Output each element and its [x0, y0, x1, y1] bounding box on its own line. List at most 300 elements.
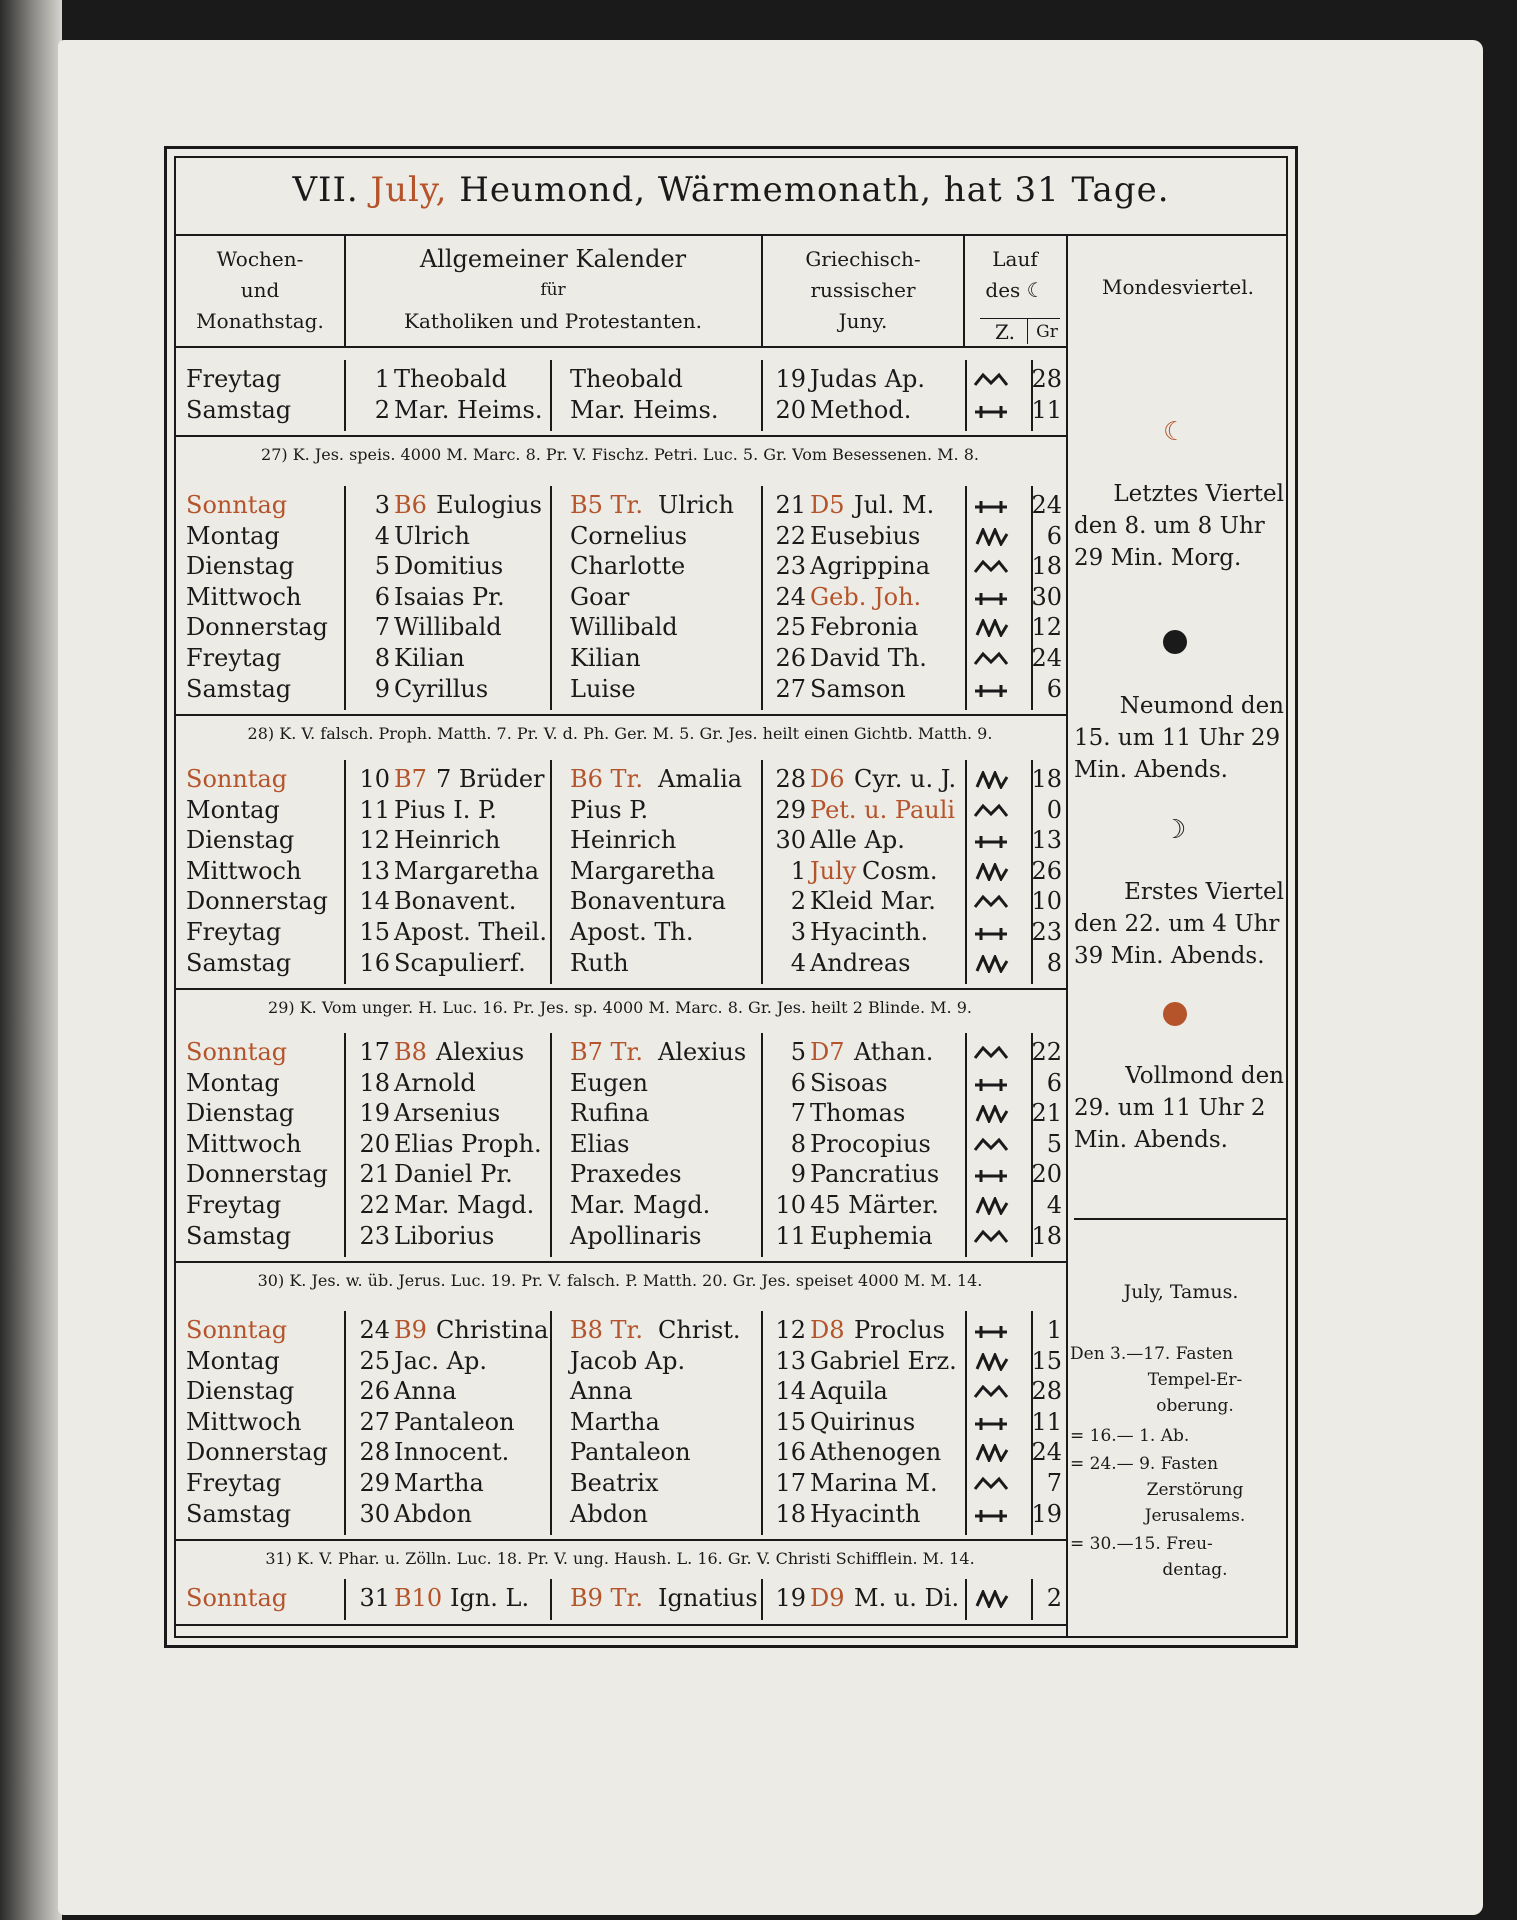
moon-phase-line: Vollmond den [1125, 1063, 1284, 1089]
gospel-note: 31) K. V. Phar. u. Zölln. Luc. 18. Pr. V. ung. Haush. L. 16. Gr. V. Christi Schifflein. M. 14. [265, 1549, 975, 1569]
protestant-saint: Willibald [570, 613, 678, 642]
day-number: 15 [359, 918, 390, 946]
zodiac-sign-icon [973, 1475, 1009, 1493]
zodiac-sign-icon [973, 1197, 1009, 1215]
zodiac-sign-icon [973, 802, 1009, 820]
day-number: 18 [359, 1068, 390, 1097]
moon-phase-icon [1163, 1002, 1187, 1026]
day-number: 4 [374, 521, 390, 550]
protestant-mark: B6 Tr. [570, 765, 644, 793]
greek-day: 2 [790, 887, 806, 916]
protestant-saint: Anna [570, 1377, 633, 1406]
day-number: 24 [359, 1316, 390, 1344]
day-number: 30 [359, 1499, 390, 1528]
catholic-saint: Arnold [394, 1068, 476, 1097]
catholic-saint: Heinrich [394, 826, 501, 855]
greek-day: 5 [790, 1038, 806, 1066]
protestant-saint: Pantaleon [570, 1438, 691, 1467]
title-prefix: VII. [292, 170, 359, 210]
jewish-line: Tempel-Er- [1147, 1370, 1243, 1390]
greek-day: 10 [775, 1191, 806, 1219]
greek-saint: Hyacinth. [810, 918, 929, 946]
weekday-name: Mittwoch [186, 856, 302, 885]
table-row [0, 395, 1062, 424]
day-number: 23 [359, 1221, 390, 1250]
jewish-line: dentag. [1162, 1560, 1228, 1580]
greek-day: 14 [775, 1377, 806, 1406]
day-number: 5 [374, 552, 390, 581]
weekday-name: Donnerstag [186, 1160, 328, 1189]
greek-saint: Andreas [810, 948, 911, 977]
protestant-saint: Alexius [658, 1038, 747, 1066]
greek-saint: Athenogen [810, 1438, 942, 1467]
catholic-saint: Ign. L. [450, 1584, 530, 1612]
header-bottom-rule [174, 346, 1068, 348]
zodiac-sign-icon [973, 1353, 1009, 1371]
greek-mark: D5 [810, 491, 845, 519]
moon-phase-line: Neumond den [1119, 693, 1284, 719]
column-rule [550, 760, 552, 984]
catholic-saint: Scapulierf. [394, 948, 526, 977]
greek-saint: Hyacinth [810, 1499, 921, 1528]
weekday-name: Donnerstag [186, 887, 328, 916]
zodiac-sign-icon [973, 924, 1009, 942]
protestant-saint: Mar. Magd. [570, 1191, 711, 1219]
table-row [0, 1190, 1062, 1219]
protestant-mark: B5 Tr. [570, 491, 644, 519]
day-number: 21 [359, 1160, 390, 1189]
weekday-name: Sonntag [186, 491, 288, 519]
column-rule [344, 360, 346, 431]
column-rule [550, 1579, 552, 1620]
lauf-divider [1027, 318, 1028, 344]
catholic-saint: Elias Proph. [394, 1129, 542, 1158]
moon-phase-line: 29. um 11 Uhr 2 [1074, 1095, 1266, 1121]
table-row [0, 795, 1062, 824]
catholic-saint: Theobald [394, 365, 507, 393]
protestant-saint: Cornelius [570, 521, 688, 550]
jewish-line: = 24.— 9. Fasten [1070, 1454, 1219, 1474]
moon-degree: 4 [1046, 1191, 1062, 1219]
protestant-saint: Elias [570, 1129, 630, 1158]
jewish-line: Den 3.—17. Fasten [1070, 1344, 1234, 1364]
greek-saint: Proclus [854, 1316, 945, 1344]
weekday-name: Mittwoch [186, 582, 302, 611]
page-title [174, 170, 1288, 210]
greek-day: 23 [775, 552, 806, 581]
catholic-saint: Abdon [394, 1499, 472, 1528]
weekday-name: Samstag [186, 674, 292, 703]
week-rule [174, 714, 1068, 716]
moon-degree: 19 [1031, 1499, 1062, 1528]
zodiac-sign-icon [973, 1590, 1009, 1608]
day-number: 20 [359, 1129, 390, 1158]
weekday-name: Sonntag [186, 1038, 288, 1066]
greek-day: 8 [790, 1129, 806, 1158]
weekday-name: Samstag [186, 1499, 292, 1528]
catholic-saint: Jac. Ap. [394, 1346, 487, 1375]
sunday-mark: B9 [394, 1316, 427, 1344]
weekday-name: Mittwoch [186, 1129, 302, 1158]
greek-saint: Procopius [810, 1129, 931, 1158]
moon-phase-line: Erstes Viertel [1124, 879, 1284, 905]
sunday-mark: B6 [394, 491, 427, 519]
greek-saint: Quirinus [810, 1407, 916, 1436]
table-row [0, 1376, 1062, 1406]
protestant-mark: B8 Tr. [570, 1316, 644, 1344]
weekday-name: Dienstag [186, 1377, 295, 1406]
weekday-name: Dienstag [186, 552, 295, 581]
moon-phase-icon: ☽ [1163, 815, 1187, 845]
moon-phase-line: Letztes Viertel [1113, 481, 1284, 507]
moon-degree: 30 [1031, 582, 1062, 611]
greek-day: 28 [775, 765, 806, 793]
moon-phase-line: 39 Min. Abends. [1074, 943, 1265, 969]
zodiac-sign-icon [973, 1166, 1009, 1184]
greek-day: 21 [775, 491, 806, 519]
protestant-saint: Kilian [570, 644, 641, 672]
moon-degree: 11 [1031, 395, 1062, 424]
gospel-note: 28) K. V. falsch. Proph. Matth. 7. Pr. V. d. Ph. Ger. M. 5. Gr. Jes. heilt einen Gichtb. Matth. 9. [247, 724, 993, 744]
greek-mark: D7 [810, 1038, 845, 1066]
gospel-note: 27) K. Jes. speis. 4000 M. Marc. 8. Pr. V. Fischz. Petri. Luc. 5. Gr. Vom Besessenen. M. 8. [261, 445, 979, 465]
zodiac-sign-icon [973, 650, 1009, 668]
zodiac-sign-icon [973, 528, 1009, 546]
day-number: 2 [374, 395, 390, 424]
gospel-note: 30) K. Jes. w. üb. Jerus. Luc. 19. Pr. V. falsch. P. Matth. 20. Gr. Jes. speiset 4000 M. M. 14. [257, 1271, 983, 1291]
greek-day: 13 [775, 1346, 806, 1375]
catholic-saint: Isaias Pr. [394, 582, 505, 611]
column-rule [550, 360, 552, 431]
greek-saint: 45 Märter. [810, 1191, 939, 1219]
zodiac-sign-icon [973, 681, 1009, 699]
protestant-saint: Heinrich [570, 826, 677, 855]
day-number: 14 [359, 887, 390, 916]
greek-day: 26 [775, 644, 806, 672]
catholic-saint: Anna [394, 1377, 457, 1406]
moon-phase-icon [1163, 630, 1187, 654]
protestant-saint: Ruth [570, 948, 629, 977]
week-rule [174, 1624, 1068, 1626]
day-number: 6 [374, 582, 390, 611]
weekday-name: Freytag [186, 1469, 282, 1497]
day-number: 11 [359, 795, 390, 824]
greek-day: 7 [790, 1099, 806, 1128]
moon-phase-line: Min. Abends. [1074, 757, 1228, 783]
weekday-name: Sonntag [186, 1584, 288, 1612]
table-row [0, 612, 1062, 642]
table-row [0, 1407, 1062, 1436]
catholic-saint: Domitius [394, 552, 504, 581]
greek-saint: Alle Ap. [810, 826, 905, 855]
zodiac-sign-icon [973, 1105, 1009, 1123]
weekday-name: Freytag [186, 1191, 282, 1219]
zodiac-sign-icon [973, 558, 1009, 576]
moon-degree: 18 [1031, 765, 1062, 793]
weekday-name: Mittwoch [186, 1407, 302, 1436]
greek-day: 11 [775, 1221, 806, 1250]
greek-saint: Method. [810, 395, 912, 424]
day-number: 9 [374, 674, 390, 703]
catholic-saint: Willibald [394, 613, 502, 642]
moon-degree: 1 [1046, 1316, 1062, 1344]
catholic-saint: Pantaleon [394, 1407, 515, 1436]
moon-degree: 6 [1046, 521, 1062, 550]
day-number: 26 [359, 1377, 390, 1406]
day-number: 19 [359, 1099, 390, 1128]
greek-mark: July [810, 856, 857, 885]
protestant-saint: Charlotte [570, 552, 686, 581]
greek-saint: M. u. Di. [854, 1584, 960, 1612]
greek-saint: Euphemia [810, 1221, 933, 1250]
greek-day: 17 [775, 1469, 806, 1497]
day-number: 12 [359, 826, 390, 855]
zodiac-sign-icon [973, 893, 1009, 911]
weekday-name: Montag [186, 1068, 280, 1097]
greek-mark: D6 [810, 765, 845, 793]
moon-degree: 24 [1031, 491, 1062, 519]
zodiac-sign-icon [973, 1322, 1009, 1340]
weekday-name: Sonntag [186, 765, 288, 793]
catholic-saint: Alexius [436, 1038, 525, 1066]
header-top-rule [174, 234, 1288, 236]
day-number: 25 [359, 1346, 390, 1375]
moon-degree: 21 [1031, 1099, 1062, 1128]
header-lauf: Lauf des ☾ [985, 247, 1045, 302]
weekday-name: Freytag [186, 918, 282, 946]
weekday-name: Donnerstag [186, 1438, 328, 1467]
greek-saint: Gabriel Erz. [810, 1346, 957, 1375]
protestant-saint: Margaretha [570, 856, 716, 885]
greek-saint: Cyr. u. J. [854, 765, 957, 793]
column-rule [344, 760, 346, 984]
weekday-name: Freytag [186, 644, 282, 672]
moon-phase-line: 29 Min. Morg. [1074, 545, 1242, 571]
greek-day: 15 [775, 1407, 806, 1436]
table-row [0, 886, 1062, 916]
greek-day: 1 [790, 856, 806, 885]
table-row [0, 825, 1062, 855]
table-row [0, 1315, 1062, 1344]
sunday-mark: B8 [394, 1038, 427, 1066]
header-z: Z. [995, 320, 1015, 344]
column-rule [344, 1033, 346, 1257]
protestant-saint: Beatrix [570, 1469, 659, 1497]
day-number: 28 [359, 1438, 390, 1467]
day-number: 13 [359, 856, 390, 885]
greek-day: 27 [775, 674, 806, 703]
weekday-name: Dienstag [186, 1099, 295, 1128]
weekday-name: Montag [186, 1346, 280, 1375]
greek-saint: Jul. M. [854, 491, 935, 519]
table-row [0, 1583, 1062, 1612]
zodiac-sign-icon [973, 619, 1009, 637]
weekday-name: Samstag [186, 395, 292, 424]
day-number: 22 [359, 1191, 390, 1219]
greek-day: 19 [775, 1584, 806, 1612]
protestant-saint: Eugen [570, 1068, 648, 1097]
day-number: 10 [359, 765, 390, 793]
day-number: 17 [359, 1038, 390, 1066]
weekday-name: Samstag [186, 1221, 292, 1250]
day-number: 29 [359, 1469, 390, 1497]
column-rule [344, 486, 346, 710]
catholic-saint: Kilian [394, 644, 465, 672]
weekday-name: Sonntag [186, 1316, 288, 1344]
protestant-saint: Ignatius [658, 1584, 758, 1612]
protestant-saint: Martha [570, 1407, 660, 1436]
greek-saint: Sisoas [810, 1068, 888, 1097]
day-number: 7 [374, 613, 390, 642]
moon-degree: 24 [1031, 644, 1062, 672]
week-rule [174, 988, 1068, 990]
greek-saint: Agrippina [810, 552, 931, 581]
zodiac-sign-icon [973, 1506, 1009, 1524]
zodiac-sign-icon [973, 955, 1009, 973]
catholic-saint: 7 Brüder [436, 765, 545, 793]
moon-phase-icon: ☾ [1163, 417, 1187, 447]
zodiac-sign-icon [973, 771, 1009, 789]
greek-saint: Samson [810, 674, 906, 703]
protestant-saint: Apollinaris [570, 1221, 702, 1250]
weekday-name: Donnerstag [186, 613, 328, 642]
table-row [0, 1346, 1062, 1375]
moon-degree: 23 [1031, 918, 1062, 946]
protestant-saint: Mar. Heims. [570, 395, 719, 424]
column-rule [965, 760, 967, 984]
day-number: 8 [374, 644, 390, 672]
moon-degree: 8 [1046, 948, 1062, 977]
protestant-saint: Pius P. [570, 795, 649, 824]
catholic-saint: Arsenius [394, 1099, 501, 1128]
column-rule [965, 360, 967, 431]
column-rule [344, 1311, 346, 1535]
moon-degree: 24 [1031, 1438, 1062, 1467]
table-row [0, 1437, 1062, 1467]
greek-saint: Cosm. [862, 856, 938, 885]
gospel-note: 29) K. Vom unger. H. Luc. 16. Pr. Jes. sp. 4000 M. Marc. 8. Gr. Jes. heilt 2 Blinde. M. 9. [268, 998, 972, 1018]
protestant-mark: B9 Tr. [570, 1584, 644, 1612]
protestant-saint: Bonaventura [570, 887, 726, 916]
weekday-name: Freytag [186, 365, 282, 393]
table-row [0, 1159, 1062, 1189]
zodiac-sign-icon [973, 497, 1009, 515]
protestant-saint: Theobald [570, 365, 683, 393]
title-month: July, [370, 170, 448, 210]
greek-saint: Febronia [810, 613, 919, 642]
table-row [0, 1468, 1062, 1497]
catholic-saint: Liborius [394, 1221, 495, 1250]
moon-degree: 12 [1031, 613, 1062, 642]
greek-day: 12 [775, 1316, 806, 1344]
sunday-mark: B10 [394, 1584, 443, 1612]
protestant-mark: B7 Tr. [570, 1038, 644, 1066]
table-row [0, 917, 1062, 946]
zodiac-sign-icon [973, 1228, 1009, 1246]
zodiac-sign-icon [973, 371, 1009, 389]
column-rule [965, 1579, 967, 1620]
weekday-name: Montag [186, 795, 280, 824]
moon-degree: 15 [1031, 1346, 1062, 1375]
greek-day: 30 [775, 826, 806, 855]
column-rule [965, 1311, 967, 1535]
moon-phase-line: 15. um 11 Uhr 29 [1074, 725, 1281, 751]
table-row [0, 1098, 1062, 1128]
day-number: 31 [359, 1584, 390, 1612]
header-phases: Mondesviertel. [1101, 275, 1255, 299]
protestant-saint: Apost. Th. [570, 918, 694, 946]
table-row [0, 582, 1062, 611]
week-rule [174, 1539, 1068, 1541]
weekday-name: Montag [186, 521, 280, 550]
moon-phase-line: Min. Abends. [1074, 1127, 1228, 1153]
table-row [0, 1068, 1062, 1097]
moon-degree: 6 [1046, 674, 1062, 703]
header-weekday: Wochen- und Monathstag. [196, 247, 324, 333]
protestant-saint: Praxedes [570, 1160, 682, 1189]
protestant-saint: Abdon [570, 1499, 648, 1528]
catholic-saint: Cyrillus [394, 674, 489, 703]
greek-saint: Judas Ap. [810, 365, 926, 393]
day-number: 27 [359, 1407, 390, 1436]
protestant-saint: Rufina [570, 1099, 650, 1128]
table-row [0, 1129, 1062, 1158]
catholic-saint: Pius I. P. [394, 795, 497, 824]
table-row [0, 521, 1062, 550]
greek-day: 20 [775, 395, 806, 424]
jewish-title: July, Tamus. [1123, 1281, 1239, 1303]
week-rule [174, 435, 1068, 437]
greek-day: 25 [775, 613, 806, 642]
catholic-saint: Innocent. [394, 1438, 510, 1467]
zodiac-sign-icon [973, 1383, 1009, 1401]
zodiac-sign-icon [973, 832, 1009, 850]
greek-day: 24 [775, 582, 806, 611]
protestant-saint: Jacob Ap. [570, 1346, 686, 1375]
moon-degree: 10 [1031, 887, 1062, 916]
catholic-saint: Margaretha [394, 856, 540, 885]
greek-saint: Aquila [810, 1377, 888, 1406]
table-row [0, 643, 1062, 672]
catholic-saint: Ulrich [394, 521, 470, 550]
catholic-saint: Mar. Magd. [394, 1191, 535, 1219]
weekday-name: Dienstag [186, 826, 295, 855]
moon-degree: 7 [1046, 1469, 1062, 1497]
table-row [0, 856, 1062, 885]
catholic-saint: Bonavent. [394, 887, 517, 916]
jewish-line: oberung. [1156, 1396, 1234, 1416]
header-general: Allgemeiner Kalender für Katholiken und Protestanten. [404, 245, 702, 333]
moon-degree: 0 [1046, 795, 1062, 824]
table-row [0, 674, 1062, 703]
jewish-line: Zerstörung [1146, 1480, 1244, 1500]
zodiac-sign-icon [973, 1444, 1009, 1462]
catholic-saint: Apost. Theil. [394, 918, 548, 946]
table-row [0, 551, 1062, 581]
column-rule [965, 486, 967, 710]
phases-bottom-rule [1074, 1218, 1288, 1220]
greek-saint: Athan. [854, 1038, 934, 1066]
moon-degree: 28 [1031, 365, 1062, 393]
greek-mark: D8 [810, 1316, 845, 1344]
greek-mark: Pet. u. Pauli [810, 795, 956, 824]
greek-day: 9 [790, 1160, 806, 1189]
greek-saint: Pancratius [810, 1160, 940, 1189]
greek-day: 19 [775, 365, 806, 393]
table-row [0, 1037, 1062, 1066]
moon-degree: 22 [1031, 1038, 1062, 1066]
header-gr: Gr [1036, 322, 1058, 342]
